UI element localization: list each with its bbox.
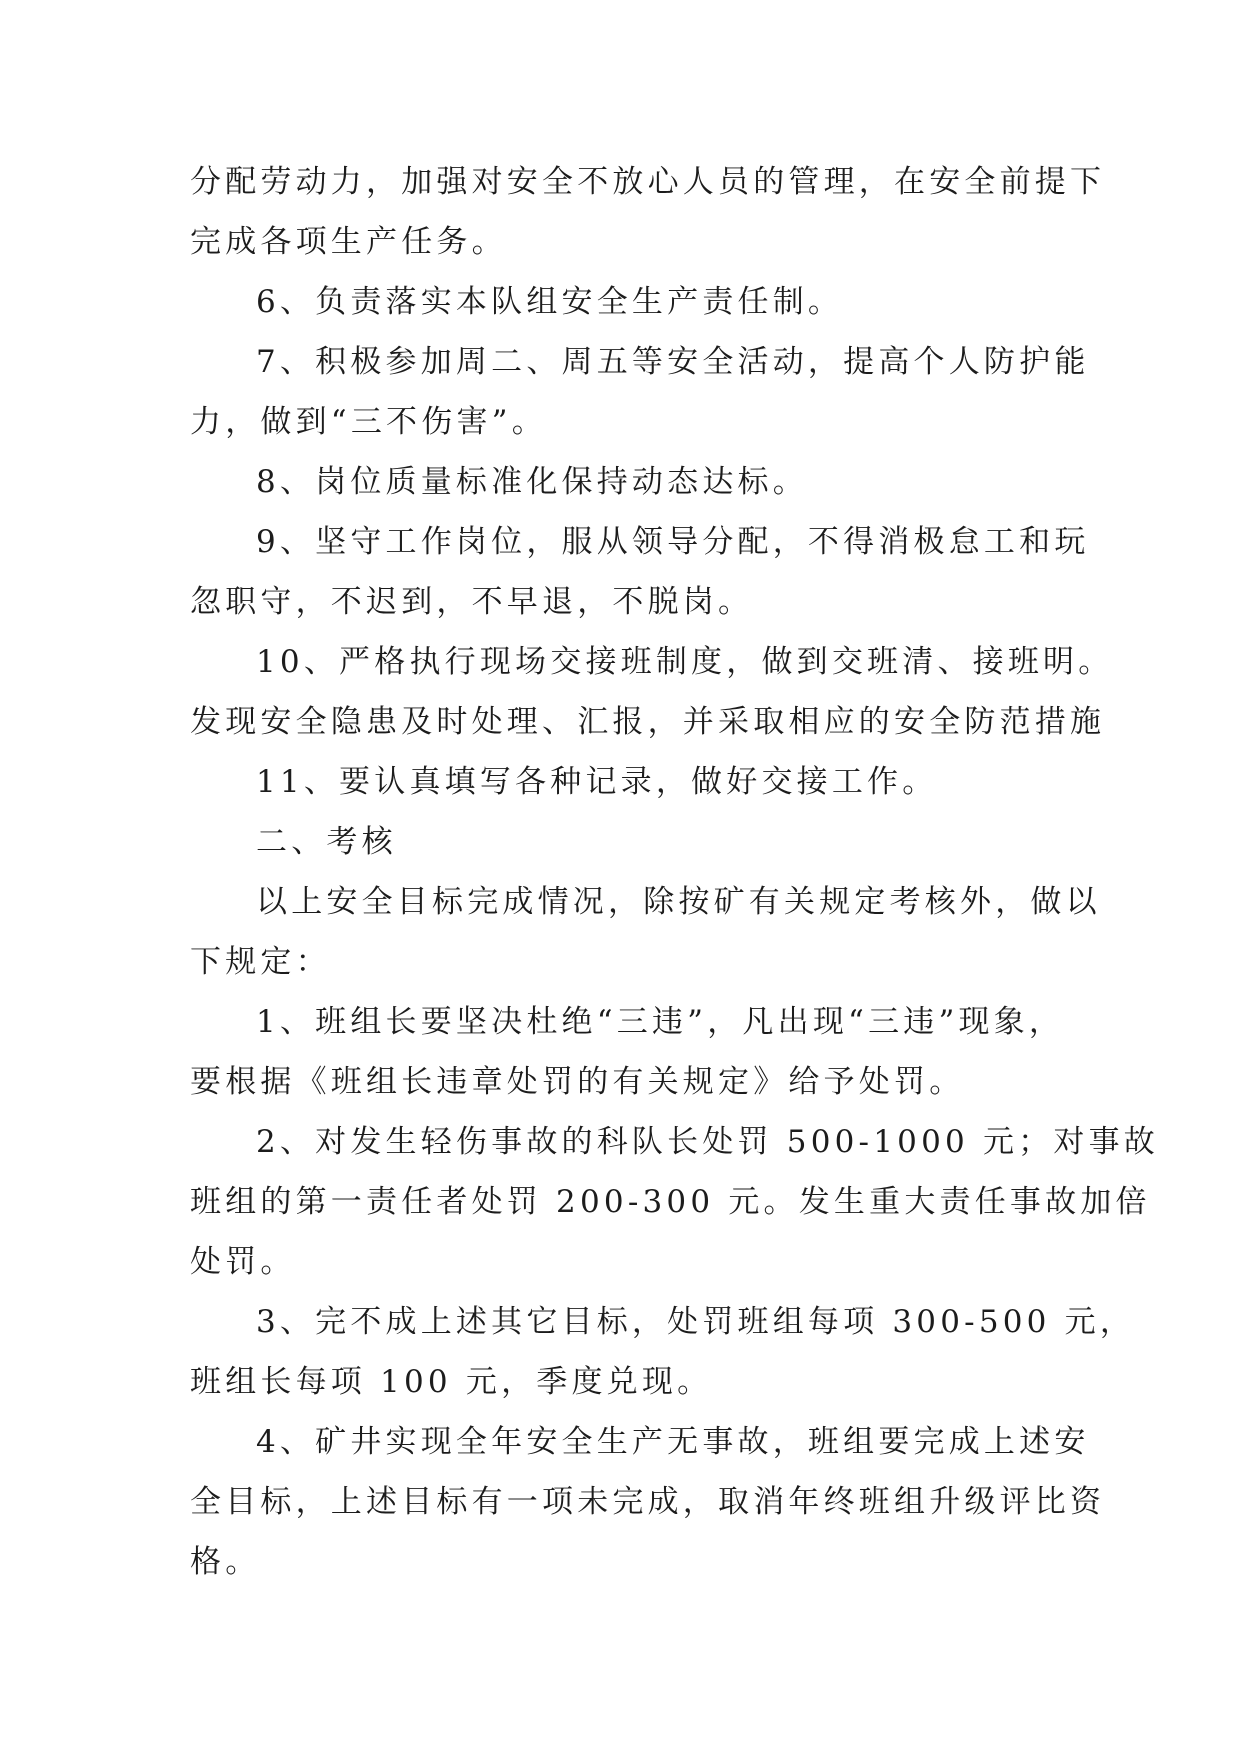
paragraph-item-11	[190, 752, 1060, 812]
document-body	[190, 152, 1159, 1592]
paragraph-item-8	[190, 452, 1060, 512]
text-line: 班组的第一责任者处罚 200-300 元。发生重大责任事故加倍	[190, 1184, 1151, 1220]
paragraph-assessment-intro	[190, 872, 1101, 992]
text-line: 以上安全目标完成情况，除按矿有关规定考核外，做以	[256, 884, 1101, 920]
text-line: 1、班组长要坚决杜绝“三违”，凡出现“三违”现象，	[256, 1004, 1065, 1040]
text-line: 6、负责落实本队组安全生产责任制。	[256, 284, 844, 320]
paragraph-rule-2	[190, 1112, 1159, 1292]
paragraph-item-10	[190, 632, 1114, 752]
text-line: 力，做到“三不伤害”。	[190, 404, 547, 440]
text-line: 8、岗位质量标准化保持动态达标。	[256, 464, 808, 500]
text-line: 3、完不成上述其它目标，处罚班组每项 300-500 元，	[256, 1304, 1136, 1340]
text-line: 4、矿井实现全年安全生产无事故，班组要完成上述安	[256, 1424, 1090, 1460]
paragraph-rule-4	[190, 1412, 1106, 1592]
text-line: 完成各项生产任务。	[190, 224, 507, 260]
paragraph-item-6	[190, 272, 1060, 332]
paragraph-rule-1	[190, 992, 1065, 1112]
text-line: 班组长每项 100 元，季度兑现。	[190, 1364, 713, 1400]
text-line: 11、要认真填写各种记录，做好交接工作。	[256, 764, 938, 800]
text-line: 9、坚守工作岗位，服从领导分配，不得消极怠工和玩	[256, 524, 1090, 560]
text-line: 下规定：	[190, 944, 331, 980]
paragraph-item-7	[190, 332, 1090, 452]
paragraph-item-9	[190, 512, 1090, 632]
text-line: 分配劳动力，加强对安全不放心人员的管理，在安全前提下	[190, 164, 1106, 200]
text-line: 2、对发生轻伤事故的科队长处罚 500-1000 元；对事故	[256, 1124, 1159, 1160]
text-line: 忽职守，不迟到，不早退，不脱岗。	[190, 584, 754, 620]
text-line: 全目标，上述目标有一项未完成，取消年终班组升级评比资	[190, 1484, 1106, 1520]
paragraph-rule-3	[190, 1292, 1136, 1412]
text-line: 7、积极参加周二、周五等安全活动，提高个人防护能	[256, 344, 1090, 380]
text-line: 处罚。	[190, 1244, 296, 1280]
text-line: 10、严格执行现场交接班制度，做到交班清、接班明。	[256, 644, 1114, 680]
section-heading-assessment	[190, 812, 1060, 872]
paragraph-labor-allocation	[190, 152, 1106, 272]
text-line: 要根据《班组长违章处罚的有关规定》给予处罚。	[190, 1064, 965, 1100]
text-line: 发现安全隐患及时处理、汇报，并采取相应的安全防范措施	[190, 704, 1106, 740]
text-line: 格。	[190, 1544, 261, 1580]
text-line: 二、考核	[256, 824, 397, 860]
